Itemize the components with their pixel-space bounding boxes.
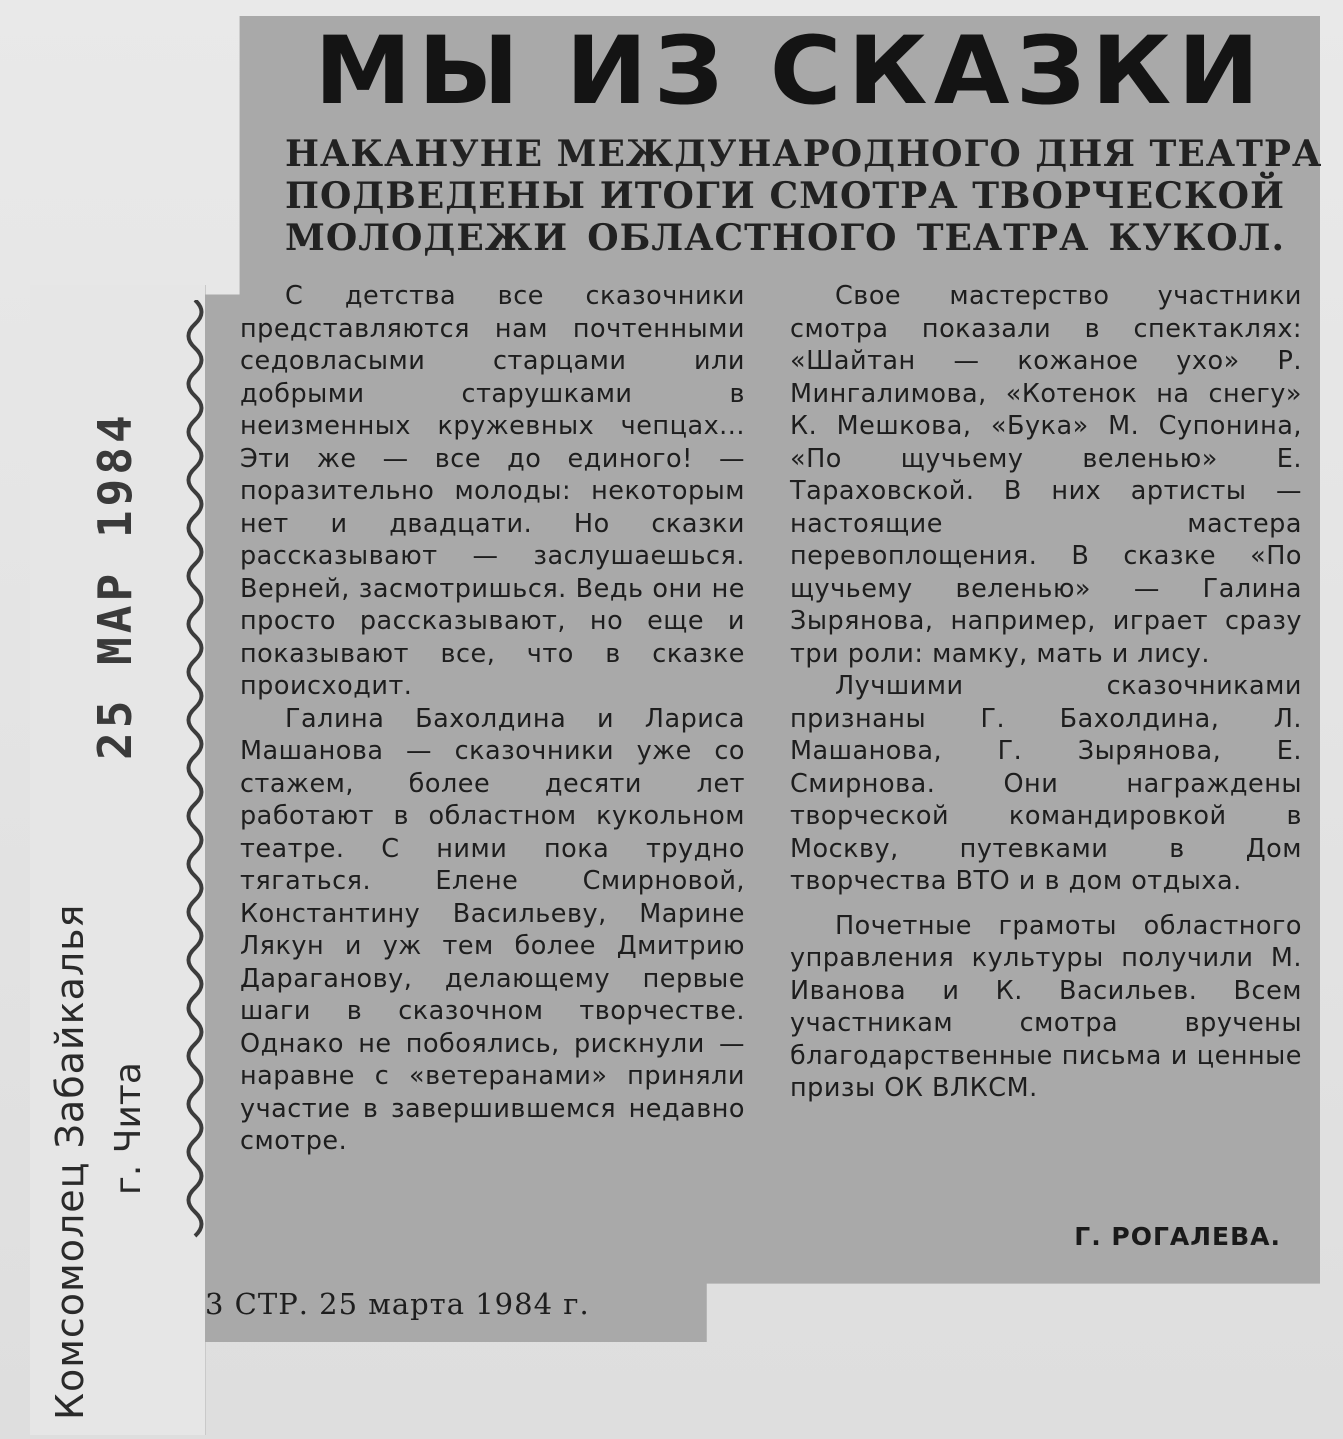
date-stamp: 25 МАР 1984 (88, 411, 142, 760)
subhead-line: МОЛОДЕЖИ ОБЛАСТНОГО ТЕАТРА КУКОЛ. (285, 217, 1285, 259)
paragraph: С детства все сказочники представляются нам почтенными седовласыми старцами или добрыми старушками в неизменных кружевных чепцах... Эти же — все до единого! — поразительно молоды: некоторым нет и двадцати. Но сказки рассказывают — заслушаешься. Верней, засмотришься. Ведь они не просто рассказывают, но еще и показывают все, что в сказке происходит. (240, 281, 745, 701)
subhead-line: ПОДВЕДЕНЫ ИТОГИ СМОТРА ТВОРЧЕСКОЙ (285, 175, 1285, 217)
subheadline (285, 133, 1323, 259)
cut-edge-decoration (180, 300, 210, 1240)
subhead-line: НАКАНУНЕ МЕЖДУНАРОДНОГО ДНЯ ТЕАТРА (285, 133, 1323, 175)
city-handwritten: г. Чита (108, 1062, 149, 1195)
paragraph: Свое мастерство участники смотра показали в спектаклях: «Шайтан — кожаное ухо» Р. Мингалимова, «Котенок на снегу» К. Мешкова, «Бука» М. Супонина, «По щучьему веленью» Е. Тараховской. В них артисты — настоящие мастера перевоплощения. В сказке «По щучьему веленью» — Галина Зырянова, например, играет сразу три роли: мамку, мать и лису. (790, 281, 1302, 669)
article-column-left (240, 280, 745, 1158)
paragraph: Почетные грамоты областного управления культуры получили М. Иванова и К. Васильев. Всем участникам смотра вручены благодарственные письма и ценные призы ОК ВЛКСМ. (790, 910, 1302, 1103)
paragraph: Лучшими сказочниками признаны Г. Бахолдина, Л. Машанова, Г. Зырянова, Е. Смирнова. Они награждены творческой командировкой в Москву, путевками в Дом творчества ВТО и в дом отдыха. (790, 671, 1302, 896)
newspaper-name-handwritten: Комсомолец Забайкалья (48, 903, 92, 1420)
page-date-footer: 3 СТР. 25 марта 1984 г. (205, 1287, 590, 1321)
author-signature: Г. РОГАЛЕВА. (1074, 1222, 1281, 1251)
article-column-right (790, 280, 1302, 1105)
headline: МЫ ИЗ СКАЗКИ (314, 17, 1266, 126)
paragraph: Галина Бахолдина и Лариса Машанова — сказочники уже со стажем, более десяти лет работают в областном кукольном театре. С ними пока трудно тягаться. Елене Смирновой, Константину Васильеву, Марине Лякун и уж тем более Дмитрию Дараганову, делающему первые шаги в сказочном творчестве. Однако не побоялись, рискнули — наравне с «ветеранами» приняли участие в завершившемся недавно смотре. (240, 703, 745, 1156)
